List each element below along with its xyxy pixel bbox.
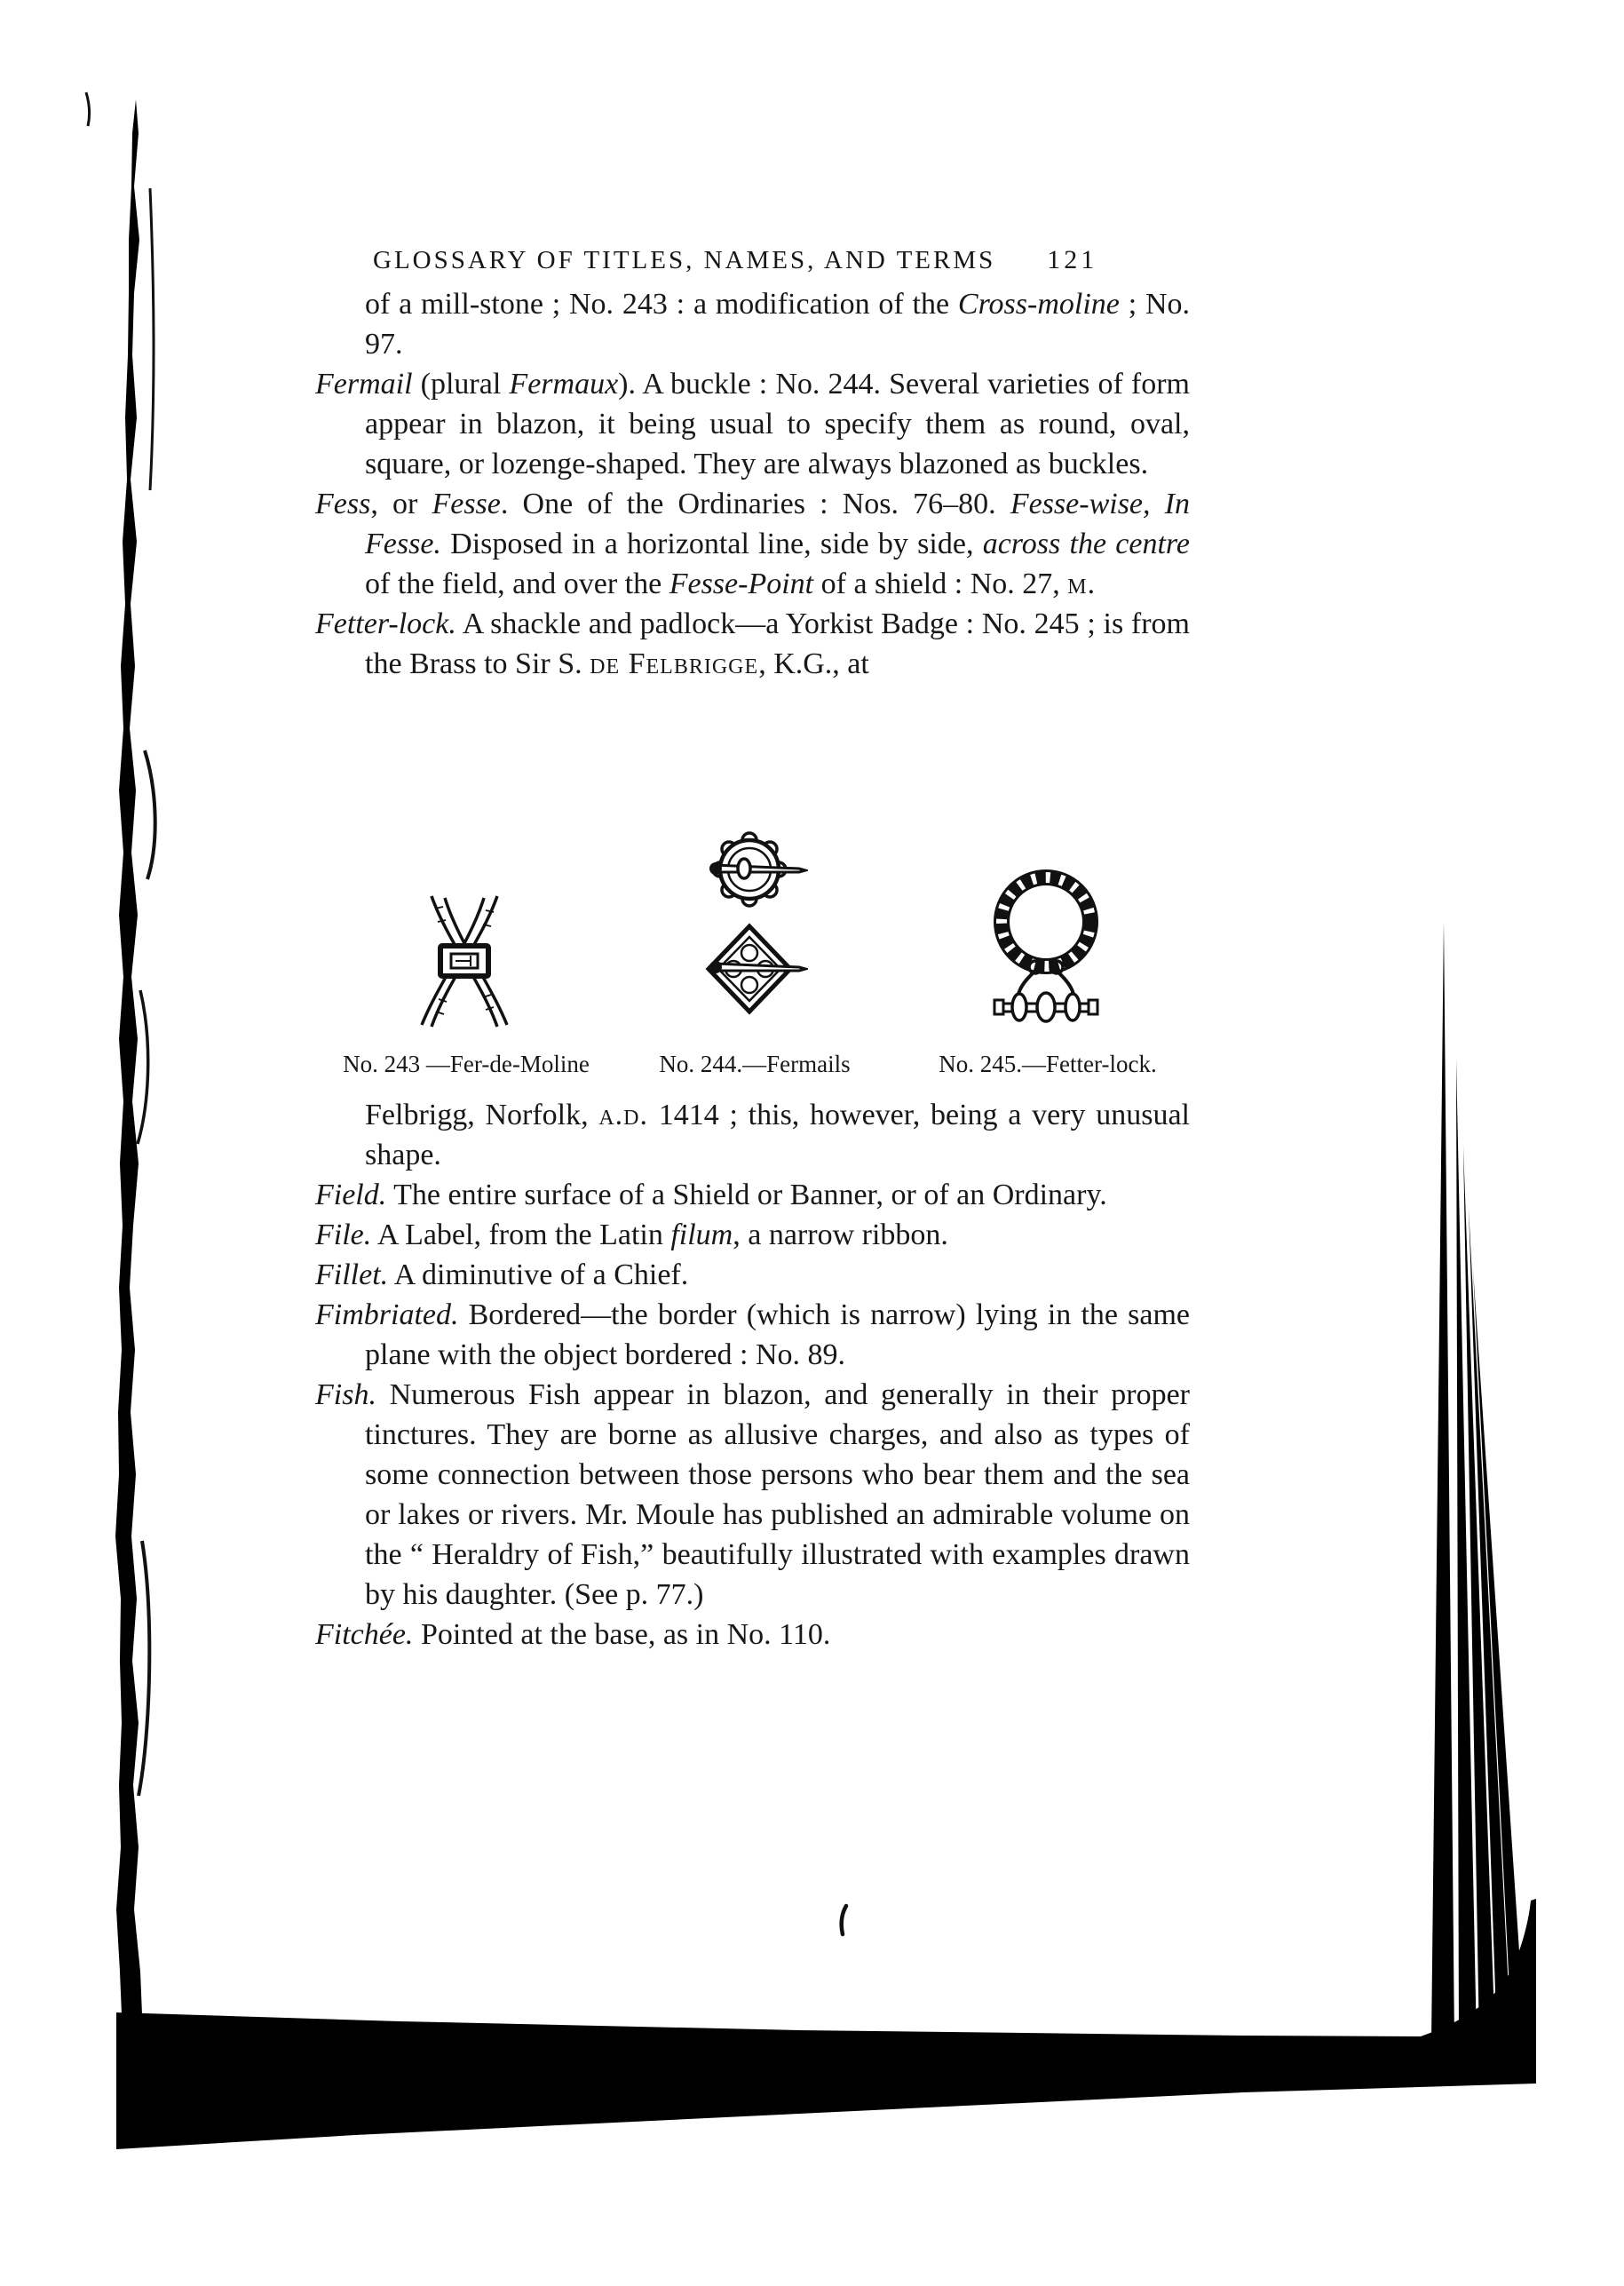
text-run: Fillet. <box>315 1258 389 1291</box>
text-run: A shackle and padlock—a Yorkist Badge : No. 245 ; is from the Brass to Sir S. <box>365 607 1190 680</box>
text-run: Field. <box>315 1179 387 1211</box>
figure-caption-243: No. 243 —Fer-de-Moline <box>343 1051 590 1077</box>
text-run: Bordered—the border (which is narrow) lying in the same plane with the object bordered : No. 89. <box>365 1298 1190 1371</box>
text-run: (plural <box>412 368 510 401</box>
glossary-paragraph <box>315 1615 1190 1655</box>
text-run: of a shield : No. 27, <box>813 568 1068 600</box>
text-run: Fesse-Point <box>669 568 814 600</box>
text-run: The entire surface of a Shield or Banner, or of an Ordinary. <box>386 1179 1107 1211</box>
glossary-entries-top <box>315 284 1190 684</box>
glossary-paragraph <box>315 1375 1190 1615</box>
left-binding-shadow <box>115 99 143 2036</box>
text-run: , K.G., at <box>758 647 869 680</box>
text-run: Fish. <box>315 1378 376 1411</box>
glossary-entries-bottom <box>315 1095 1190 1655</box>
text-run: de Felbrigge <box>590 647 759 680</box>
text-run: Fesse-wise, In Fesse. <box>365 488 1190 560</box>
glossary-paragraph <box>315 364 1190 484</box>
text-run: Felbrigg, Norfolk, <box>365 1099 599 1131</box>
text-run: . <box>1087 568 1096 600</box>
text-run: Fimbriated. <box>315 1298 459 1331</box>
glossary-paragraph <box>315 1095 1190 1175</box>
glossary-paragraph <box>315 1215 1190 1255</box>
glossary-paragraph <box>315 1255 1190 1295</box>
fer-de-moline-illustration <box>416 893 513 1030</box>
right-edge-streak-3 <box>1463 1146 1495 2043</box>
right-edge-streak-4 <box>1469 1208 1511 2043</box>
text-run: . One of the Ordinaries : Nos. 76–80. <box>500 488 1010 520</box>
bottom-scan-band <box>116 1899 1536 2149</box>
text-run: Fermail <box>315 368 413 401</box>
text-run: Cross-moline <box>957 288 1120 321</box>
glossary-paragraph <box>315 1175 1190 1215</box>
text-run: Fesse <box>432 488 501 520</box>
right-edge-streak-1 <box>1431 922 1454 2043</box>
text-run: m <box>1067 568 1088 600</box>
figure-caption-245: No. 245.—Fetter-lock. <box>939 1051 1157 1077</box>
round-fermail <box>709 833 805 906</box>
glossary-paragraph <box>315 284 1190 364</box>
text-run: File. <box>315 1218 372 1251</box>
left-edge-line-1 <box>150 188 154 490</box>
running-head <box>373 245 1181 275</box>
text-run: Fetter-lock. <box>315 607 456 640</box>
text-run: Numerous Fish appear in blazon, and generally in their proper tinctures. They are borne as allusive charges, and also as types of some connection between those persons who bear them and the sea or lakes or rivers. Mr. Moule has published an admirable volume on the “ Heraldry of Fish,” beautifully illustrated with examples drawn by his daughter. (See p. 77.) <box>365 1378 1190 1611</box>
glossary-paragraph <box>315 484 1190 604</box>
text-run: , or <box>370 488 432 520</box>
text-run: ). A buckle : No. 244. Several varieties of form appear in blazon, it being usual to specify them as round, oval, square, or lozenge-shaped. They are always blazoned as buckles. <box>365 368 1191 480</box>
text-run: Fess <box>315 488 371 520</box>
fermails-illustration <box>694 818 808 1036</box>
fetter-lock-illustration <box>984 865 1108 1039</box>
left-edge-hook <box>86 92 90 126</box>
text-run: Pointed at the base, as in No. 110. <box>413 1618 831 1651</box>
figure-caption-244: No. 244.—Fermails <box>659 1051 851 1077</box>
left-edge-line-2 <box>145 750 155 879</box>
text-run: , a narrow ribbon. <box>733 1218 948 1251</box>
page-number: 121 <box>1047 245 1098 274</box>
text-run: across the centre <box>982 528 1190 560</box>
page-title: GLOSSARY OF TITLES, NAMES, AND TERMS <box>373 246 996 274</box>
text-run: a.d. <box>598 1099 649 1131</box>
text-run: Disposed in a horizontal line, side by side, <box>440 528 983 560</box>
text-run: Fermaux <box>509 368 619 401</box>
lozenge-fermail <box>709 926 805 1012</box>
left-edge-line-3 <box>138 990 148 1144</box>
right-edge-streak-2 <box>1456 1059 1477 2043</box>
text-run: A Label, from the Latin <box>371 1218 671 1251</box>
glossary-paragraph <box>315 1295 1190 1375</box>
ink-mark <box>842 1906 846 1934</box>
text-run: of a mill-stone ; No. 243 : a modification of the <box>365 288 958 321</box>
text-run: of the field, and over the <box>365 568 669 600</box>
right-edge-streak-5 <box>1473 1270 1525 2043</box>
left-edge-line-4 <box>139 1541 149 1796</box>
text-run: filum <box>670 1218 733 1251</box>
text-run: 1414 ; this, however, being a very unusual shape. <box>365 1099 1191 1171</box>
glossary-paragraph <box>315 604 1190 684</box>
text-run: ; No. 97. <box>365 288 1191 361</box>
text-run: Fitchée. <box>315 1618 414 1651</box>
text-run: A diminutive of a Chief. <box>388 1258 689 1291</box>
